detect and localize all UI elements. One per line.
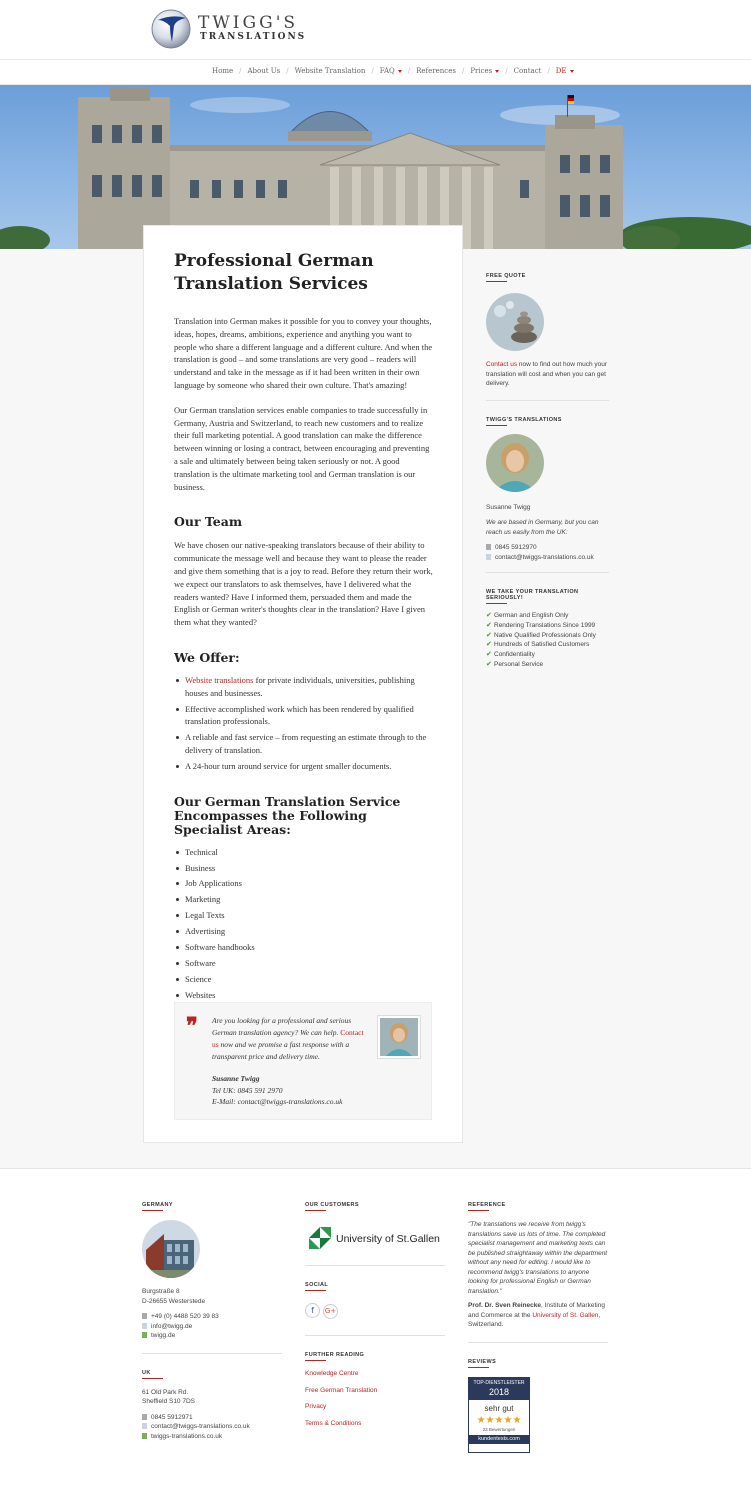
caret-down-icon [495,70,499,73]
envelope-icon [486,554,491,560]
contact-quote-box [174,1002,432,1120]
nav-contact[interactable]: Contact [513,67,542,75]
caret-down-icon [570,70,574,73]
quote-signature [212,1073,342,1108]
badge-count: 23 Bewertungen [482,1426,516,1432]
contact-us-link[interactable]: Contact us [486,361,518,368]
free-quote-text: Contact us now to find out how much your translation will cost and when you can get delivery. [486,361,608,387]
further-reading-heading: FURTHER READING [305,1352,445,1361]
intro-paragraph: Translation into German makes it possible for you to convey your thoughts, ideas, hopes, dreams, ambitions, experience and anything you want to people who share a different language and a different culture. And when the translation is good – and some translations are very good – readers will understand and take in the message as if it had been written in their own language by someone who shared their own culture. That's amazing! [174,316,433,390]
nav-language[interactable]: DE [556,67,574,75]
nav-separator: / [505,67,508,75]
logo-mark-icon [150,8,192,50]
free-quote-heading: FREE QUOTE [486,273,609,282]
envelope-icon [142,1423,147,1429]
list-item: Science [174,973,434,986]
reference-heading: REFERENCE [468,1202,608,1211]
university-logo-icon [307,1225,333,1251]
nav-prices[interactable]: Prices [470,67,499,75]
benefits-list [486,611,609,670]
services-paragraph: Our German translation services enable companies to trade successfully in Germany, Austria and Switzerland, to reach new customers and to realize their full marketing potential. A good translation can make the difference between winning or losing a contract, between encouraging and preventing a sale and ultimately between being taken seriously or not. A good translation is the ultimate marketing tool and German translation is our business. [174,404,430,492]
nav-separator: / [547,67,550,75]
phone-icon [142,1313,147,1319]
uk-address-line2: Sheffield S10 7DS [142,1398,195,1405]
quote-icon: ❞ [186,1013,198,1039]
twiggs-translations-heading: TWIGG'S TRANSLATIONS [486,417,609,426]
germany-phone: +49 (0) 4488 520 39 83 [142,1312,282,1322]
website-translations-link[interactable]: Website translations [185,674,254,685]
list-item: Legal Texts [174,909,434,922]
person-name: Susanne Twigg [486,503,531,511]
logo[interactable] [150,8,307,52]
areas-list [174,846,434,1019]
nav-separator: / [461,67,465,75]
social-links [305,1300,445,1319]
list-item: Marketing [174,893,434,906]
list-item: Website translations for private individuals, universities, publishing houses and businesses. [174,674,434,700]
signature-phone: Tel UK: 0845 591 2970 [212,1085,283,1095]
list-item: ✔ German and English Only [486,612,569,619]
nav-separator: / [239,67,242,75]
avatar [377,1015,421,1059]
footer-customers-column [305,1202,445,1432]
list-item: ✔ Hundreds of Satisfied Customers [486,641,590,649]
checkmark-icon: ✔ [486,641,492,649]
nav-home[interactable]: Home [212,67,234,75]
nav-separator: / [371,67,374,75]
nav-separator: / [286,67,289,75]
globe-icon [142,1332,147,1338]
caret-down-icon [398,70,402,73]
list-item: A reliable and fast service – from requesting an estimate through to the delivery of translation. [174,731,434,757]
reviews-heading: REVIEWS [468,1359,608,1368]
germany-email[interactable]: info@twigg.de [142,1322,282,1332]
sidebar-phone: 0845 5912970 [486,543,609,553]
list-item: Technical [174,846,434,859]
portrait-image [380,1018,418,1056]
badge-grade: sehr gut [484,1403,514,1413]
nav-separator: / [407,67,411,75]
checkmark-icon: ✔ [486,651,492,659]
google-plus-icon[interactable]: G+ [323,1304,338,1319]
terms-link[interactable]: Terms & Conditions [305,1419,362,1427]
based-in-text: We are based in Germany, but you can reach us easily from the UK: [486,519,599,536]
badge-year: 2018 [469,1387,529,1400]
list-item: ✔ Personal Service [486,660,544,668]
list-item: Software handbooks [174,941,434,954]
reference-quote: "The translations we receive from twigg's translations save us lots of time. The completed specialist management and marketing texts can be published straightaway within the department without any need for editing. I would like to recommend twigg's translations to anyone looking for professional English or German translation." [468,1221,608,1295]
divider [486,572,609,573]
envelope-icon [142,1323,147,1329]
divider [468,1342,608,1343]
checkmark-icon: ✔ [486,631,492,639]
university-link[interactable]: University of St. Gallen [532,1311,599,1319]
serious-heading: WE TAKE YOUR TRANSLATION SERIOUSLY! [486,589,609,604]
germany-website[interactable]: twigg.de [142,1331,282,1341]
reference-attribution: Prof. Dr. Sven Reinecke, Institute of Marketing and Commerce at the University of St. Gallen, Switzerland. [468,1302,605,1328]
checkmark-icon: ✔ [486,660,492,668]
social-heading: SOCIAL [305,1282,445,1291]
uk-address-line1: 61 Old Park Rd. [142,1388,189,1396]
list-item: Software [174,957,434,970]
checkmark-icon: ✔ [486,612,492,619]
germany-heading: GERMANY [142,1202,282,1211]
customers-heading: OUR CUSTOMERS [305,1202,445,1211]
signature-email: E-Mail: contact@twiggs-translations.co.uk [212,1097,343,1106]
phone-icon [142,1414,147,1420]
badge-top-text: TOP-DIENSTLEISTER [469,1378,529,1387]
uk-phone: 0845 5912971 [142,1413,282,1423]
main-nav [0,59,751,85]
list-item: Business [174,862,434,875]
site-header [0,0,751,59]
germany-address-line2: D-26655 Westerstede [142,1297,206,1305]
privacy-link[interactable]: Privacy [305,1403,327,1410]
page-title: Professional German Translation Services [174,251,374,294]
nav-website-translation[interactable]: Website Translation [294,67,366,75]
stones-image [486,293,544,351]
divider [305,1265,445,1266]
list-item: Job Applications [174,877,434,890]
contact-us-link[interactable]: Contact us [212,1028,364,1049]
nav-references[interactable]: References [416,67,456,75]
facebook-icon[interactable]: f [305,1303,320,1318]
knowledge-centre-link[interactable]: Knowledge Centre [305,1370,359,1377]
list-item: Advertising [174,925,434,938]
team-heading: Our Team [174,514,243,530]
star-rating-icon: ★★★★★ [476,1414,522,1426]
divider [486,400,609,401]
review-badge[interactable] [468,1377,530,1453]
team-paragraph: We have chosen our native-speaking translators because of their ability to communicate the message well and because they want to please the reader and give them something that is a joy to read. Before they return their work, we expect our translators to ask themselves, have I delivered what the readers wanted? Have I informed them, persuaded them and made the English or German writer's thoughts clear in the translation? Have I given them what they wanted? [174,540,433,628]
person-avatar [486,434,544,492]
signature-name: Susanne Twigg [212,1074,260,1083]
list-item: ✔ Confidentiality [486,651,535,659]
quote-text: Are you looking for a professional and serious German translation agency? We can help. Contact us now and we promise a fast response with a transparent price and delivery time. [212,1016,364,1061]
list-item: Effective accomplished work which has been rendered by qualified translation professionals. [174,703,434,729]
nav-faq[interactable]: FAQ [380,67,402,75]
university-name: University of St.Gallen [336,1233,440,1245]
uk-website[interactable]: twiggs-translations.co.uk [142,1432,282,1442]
phone-icon [486,544,491,550]
badge-site: kundentests.com [469,1435,529,1444]
site-footer [0,1168,751,1500]
divider [142,1353,282,1354]
free-german-translation-link[interactable]: Free German Translation [305,1386,378,1394]
further-reading-links [305,1366,445,1432]
footer-reference-column [468,1202,608,1453]
germany-address-line1: Burgstraße 8 [142,1288,180,1295]
main-content-card [143,225,463,1143]
offer-heading: We Offer: [174,649,240,665]
sidebar [486,273,609,670]
logo-title: TWIGG'S [198,13,299,33]
university-logo [305,1225,445,1251]
list-item: Websites [174,989,434,1002]
nav-about[interactable]: About Us [247,67,281,75]
checkmark-icon: ✔ [486,621,492,629]
office-building-image [142,1220,200,1278]
globe-icon [142,1433,147,1439]
list-item: A 24-hour turn around service for urgent smaller documents. [174,760,434,773]
uk-heading: UK [142,1370,282,1379]
list-item: ✔ Rendering Translations Since 1999 [486,621,596,629]
offer-list [174,674,434,773]
list-item: ✔ Native Qualified Professionals Only [486,631,596,639]
sidebar-email[interactable]: contact@twiggs-translations.co.uk [486,553,609,563]
areas-heading: Our German Translation Service Encompasses the Following Specialist Areas: [174,793,401,837]
divider [305,1335,445,1336]
logo-subtitle: TRANSLATIONS [200,32,307,42]
footer-germany-column [142,1202,282,1441]
uk-email[interactable]: contact@twiggs-translations.co.uk [142,1422,282,1432]
